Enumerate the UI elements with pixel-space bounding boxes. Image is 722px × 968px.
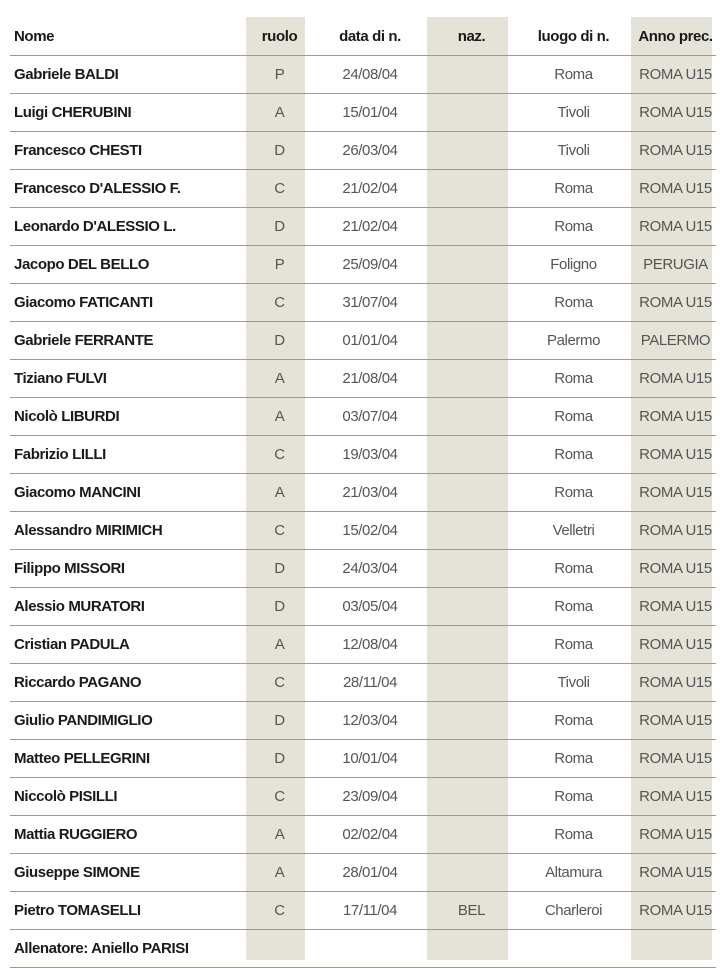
player-role: C — [250, 778, 309, 816]
table-row — [10, 854, 716, 892]
player-name: Riccardo PAGANO — [10, 664, 250, 702]
player-nationality — [431, 322, 512, 360]
table-row — [10, 284, 716, 322]
player-birth-place: Roma — [512, 56, 635, 94]
player-role: D — [250, 322, 309, 360]
player-prev-year: ROMA U15 — [635, 132, 716, 170]
player-name: Nicolò LIBURDI — [10, 398, 250, 436]
player-role: A — [250, 398, 309, 436]
player-birth-place: Tivoli — [512, 94, 635, 132]
player-name: Gabriele FERRANTE — [10, 322, 250, 360]
player-birth-date: 31/07/04 — [309, 284, 431, 322]
player-name: Giacomo FATICANTI — [10, 284, 250, 322]
player-prev-year: ROMA U15 — [635, 284, 716, 322]
player-role: C — [250, 892, 309, 930]
table-row — [10, 208, 716, 246]
table-row — [10, 474, 716, 512]
player-nationality — [431, 664, 512, 702]
player-birth-place: Altamura — [512, 854, 635, 892]
table-row — [10, 246, 716, 284]
header-name: Nome — [14, 27, 55, 45]
player-nationality — [431, 208, 512, 246]
player-birth-date: 02/02/04 — [309, 816, 431, 854]
player-name: Filippo MISSORI — [10, 550, 250, 588]
player-role: C — [250, 170, 309, 208]
header-birth-place: luogo di n. — [537, 27, 610, 45]
player-birth-date: 19/03/04 — [309, 436, 431, 474]
player-birth-place: Roma — [512, 588, 635, 626]
player-nationality — [431, 56, 512, 94]
coach-place-cell — [512, 930, 635, 968]
table-row — [10, 626, 716, 664]
player-name: Leonardo D'ALESSIO L. — [10, 208, 250, 246]
player-nationality — [431, 550, 512, 588]
player-birth-place: Roma — [512, 626, 635, 664]
roster-table — [10, 17, 716, 968]
player-name: Jacopo DEL BELLO — [10, 246, 250, 284]
header-row — [10, 17, 716, 56]
player-nationality — [431, 246, 512, 284]
player-birth-date: 26/03/04 — [309, 132, 431, 170]
player-birth-date: 15/01/04 — [309, 94, 431, 132]
player-nationality — [431, 132, 512, 170]
player-name: Mattia RUGGIERO — [10, 816, 250, 854]
player-birth-place: Roma — [512, 398, 635, 436]
player-prev-year: ROMA U15 — [635, 778, 716, 816]
table-row — [10, 398, 716, 436]
player-birth-date: 25/09/04 — [309, 246, 431, 284]
player-nationality — [431, 436, 512, 474]
player-name: Cristian PADULA — [10, 626, 250, 664]
player-nationality — [431, 512, 512, 550]
player-nationality: BEL — [431, 892, 512, 930]
player-birth-date: 23/09/04 — [309, 778, 431, 816]
player-prev-year: ROMA U15 — [635, 398, 716, 436]
player-role: A — [250, 94, 309, 132]
player-role: A — [250, 816, 309, 854]
player-birth-date: 28/01/04 — [309, 854, 431, 892]
player-birth-place: Roma — [512, 360, 635, 398]
player-prev-year: ROMA U15 — [635, 740, 716, 778]
coach-role-cell — [250, 930, 309, 968]
player-birth-date: 21/02/04 — [309, 208, 431, 246]
player-nationality — [431, 778, 512, 816]
player-role: D — [250, 702, 309, 740]
table-row — [10, 778, 716, 816]
player-name: Luigi CHERUBINI — [10, 94, 250, 132]
player-prev-year: ROMA U15 — [635, 512, 716, 550]
player-birth-place: Roma — [512, 474, 635, 512]
table-row — [10, 588, 716, 626]
player-prev-year: ROMA U15 — [635, 664, 716, 702]
player-birth-date: 12/03/04 — [309, 702, 431, 740]
player-prev-year: ROMA U15 — [635, 550, 716, 588]
player-nationality — [431, 854, 512, 892]
header-nationality: naz. — [457, 27, 486, 45]
player-prev-year: ROMA U15 — [635, 588, 716, 626]
player-name: Niccolò PISILLI — [10, 778, 250, 816]
player-role: D — [250, 208, 309, 246]
coach-row — [10, 930, 716, 968]
player-nationality — [431, 360, 512, 398]
header-birth-date: data di n. — [339, 27, 401, 45]
player-role: A — [250, 626, 309, 664]
player-prev-year: ROMA U15 — [635, 94, 716, 132]
player-birth-date: 21/02/04 — [309, 170, 431, 208]
player-birth-place: Roma — [512, 702, 635, 740]
player-name: Fabrizio LILLI — [10, 436, 250, 474]
player-birth-date: 17/11/04 — [309, 892, 431, 930]
table-row — [10, 436, 716, 474]
player-nationality — [431, 702, 512, 740]
player-name: Francesco D'ALESSIO F. — [10, 170, 250, 208]
coach-nationality-cell — [431, 930, 512, 968]
player-nationality — [431, 94, 512, 132]
player-birth-place: Roma — [512, 550, 635, 588]
player-role: P — [250, 246, 309, 284]
player-birth-date: 15/02/04 — [309, 512, 431, 550]
player-prev-year: ROMA U15 — [635, 360, 716, 398]
table-row — [10, 170, 716, 208]
player-name: Tiziano FULVI — [10, 360, 250, 398]
player-nationality — [431, 170, 512, 208]
player-prev-year: ROMA U15 — [635, 474, 716, 512]
coach-name: Allenatore: Aniello PARISI — [10, 930, 250, 968]
table-row — [10, 816, 716, 854]
player-name: Giacomo MANCINI — [10, 474, 250, 512]
player-birth-date: 10/01/04 — [309, 740, 431, 778]
player-birth-place: Palermo — [512, 322, 635, 360]
player-prev-year: PERUGIA — [635, 246, 716, 284]
player-birth-date: 21/08/04 — [309, 360, 431, 398]
player-nationality — [431, 740, 512, 778]
player-birth-place: Tivoli — [512, 664, 635, 702]
player-name: Francesco CHESTI — [10, 132, 250, 170]
table-row — [10, 94, 716, 132]
player-prev-year: ROMA U15 — [635, 854, 716, 892]
player-name: Matteo PELLEGRINI — [10, 740, 250, 778]
player-nationality — [431, 626, 512, 664]
player-role: D — [250, 550, 309, 588]
player-prev-year: ROMA U15 — [635, 816, 716, 854]
header-role: ruolo — [261, 27, 298, 45]
coach-date-cell — [309, 930, 431, 968]
player-birth-date: 21/03/04 — [309, 474, 431, 512]
coach-prev-cell — [635, 930, 716, 968]
table-row — [10, 360, 716, 398]
player-role: D — [250, 132, 309, 170]
player-birth-date: 03/05/04 — [309, 588, 431, 626]
player-name: Alessandro MIRIMICH — [10, 512, 250, 550]
player-prev-year: ROMA U15 — [635, 56, 716, 94]
player-role: A — [250, 360, 309, 398]
player-role: C — [250, 284, 309, 322]
table-row — [10, 702, 716, 740]
table-row — [10, 740, 716, 778]
player-prev-year: ROMA U15 — [635, 626, 716, 664]
player-role: C — [250, 664, 309, 702]
player-nationality — [431, 816, 512, 854]
player-birth-date: 24/08/04 — [309, 56, 431, 94]
player-birth-place: Roma — [512, 170, 635, 208]
player-role: D — [250, 740, 309, 778]
player-prev-year: ROMA U15 — [635, 892, 716, 930]
table-row — [10, 322, 716, 360]
player-birth-date: 24/03/04 — [309, 550, 431, 588]
player-name: Alessio MURATORI — [10, 588, 250, 626]
player-role: P — [250, 56, 309, 94]
player-birth-date: 01/01/04 — [309, 322, 431, 360]
player-prev-year: ROMA U15 — [635, 436, 716, 474]
table-row — [10, 512, 716, 550]
table-row — [10, 550, 716, 588]
player-birth-place: Tivoli — [512, 132, 635, 170]
player-birth-place: Foligno — [512, 246, 635, 284]
player-name: Pietro TOMASELLI — [10, 892, 250, 930]
player-prev-year: ROMA U15 — [635, 208, 716, 246]
player-birth-place: Roma — [512, 208, 635, 246]
player-prev-year: ROMA U15 — [635, 170, 716, 208]
player-birth-date: 12/08/04 — [309, 626, 431, 664]
player-birth-place: Velletri — [512, 512, 635, 550]
player-name: Gabriele BALDI — [10, 56, 250, 94]
table-row — [10, 892, 716, 930]
player-birth-date: 03/07/04 — [309, 398, 431, 436]
player-prev-year: ROMA U15 — [635, 702, 716, 740]
player-nationality — [431, 588, 512, 626]
player-role: A — [250, 854, 309, 892]
header-prev-year: Anno prec. — [638, 27, 713, 45]
player-birth-place: Roma — [512, 816, 635, 854]
player-nationality — [431, 474, 512, 512]
player-role: A — [250, 474, 309, 512]
player-birth-place: Charleroi — [512, 892, 635, 930]
player-name: Giuseppe SIMONE — [10, 854, 250, 892]
player-birth-place: Roma — [512, 284, 635, 322]
player-nationality — [431, 284, 512, 322]
player-prev-year: PALERMO — [635, 322, 716, 360]
player-name: Giulio PANDIMIGLIO — [10, 702, 250, 740]
player-role: C — [250, 436, 309, 474]
table-row — [10, 664, 716, 702]
player-birth-place: Roma — [512, 436, 635, 474]
player-role: D — [250, 588, 309, 626]
player-birth-date: 28/11/04 — [309, 664, 431, 702]
player-birth-place: Roma — [512, 778, 635, 816]
player-role: C — [250, 512, 309, 550]
player-birth-place: Roma — [512, 740, 635, 778]
table-row — [10, 132, 716, 170]
table-row — [10, 56, 716, 94]
player-nationality — [431, 398, 512, 436]
